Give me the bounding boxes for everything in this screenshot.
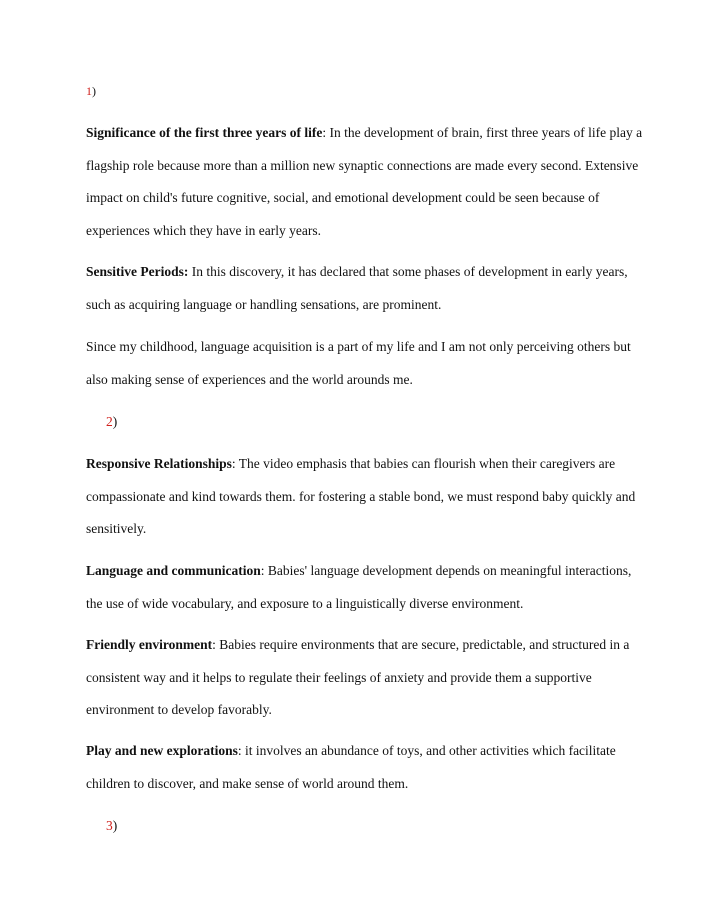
paragraph-text: In this discovery, it has declared that some phases of development in early years, such as acquiring language or handling sensations, are prominent. <box>86 264 628 312</box>
paragraph-heading: Language and communication <box>86 563 261 578</box>
paragraph-text: Babies require environments that are secure, predictable, and structured in a consistent way and it helps to regulate their feelings of anxiety and provide them a supportive environment to develop favorably. <box>86 637 630 718</box>
paragraph-sensitive-periods <box>86 256 646 321</box>
paragraph-text: The video emphasis that babies can flourish when their caregivers are compassionate and kind towards them. for fostering a stable bond, we must respond baby quickly and sensitively. <box>86 456 636 537</box>
paragraph-heading: Play and new explorations <box>86 743 238 758</box>
paragraph-text: In the development of brain, first three years of life play a flagship role because more than a million new synaptic connections are made every second. Extensive impact on child's future cognitive, social, and emotional development could be seen because of experiences which they have in early years. <box>86 125 643 238</box>
paragraph-text: Babies' language development depends on meaningful interactions, the use of wide vocabulary, and exposure to a linguistically diverse environment. <box>86 563 632 611</box>
paragraph-heading: Sensitive Periods: <box>86 264 189 279</box>
paragraph-significance: Significance of the first three years of life: In the development of brain, first three years of life play a flagship role because more than a million new synaptic connections are made every second. Extensive impact on child's future cognitive, social, and emotional development could be seen because of experiences which they have in early years. <box>86 125 643 238</box>
section-marker-2 <box>106 414 117 430</box>
paragraph-play-explorations: Play and new explorations: it involves an abundance of toys, and other activities which facilitate children to discover, and make sense of world around them. <box>86 743 616 791</box>
section-number: 1 <box>86 84 92 98</box>
paragraph-text: Since my childhood, language acquisition is a part of my life and I am not only perceiving others but also making sense of experiences and the world arounds me. <box>86 339 631 387</box>
paragraph-heading: Responsive Relationships <box>86 456 232 471</box>
paragraph-text: it involves an abundance of toys, and other activities which facilitate children to discover, and make sense of world around them. <box>86 743 616 791</box>
paragraph-childhood <box>86 331 646 396</box>
paragraph-heading: Significance of the first three years of life <box>86 125 323 140</box>
section-marker-1 <box>86 83 96 99</box>
section-paren: ) <box>112 818 118 833</box>
paragraph-heading: Friendly environment <box>86 637 213 652</box>
section-number: 3 <box>106 818 113 833</box>
section-marker-3 <box>106 818 117 834</box>
section-paren: ) <box>92 84 96 98</box>
paragraph-friendly-environment: Friendly environment: Babies require environments that are secure, predictable, and structured in a consistent way and it helps to regulate their feelings of anxiety and provide them a supportive environment to develop favorably. <box>86 637 630 718</box>
paragraph-responsive-relationships: Responsive Relationships: The video emphasis that babies can flourish when their caregivers are compassionate and kind towards them. for fostering a stable bond, we must respond baby quickly and sensitively. <box>86 456 636 537</box>
section-number: 2 <box>106 414 113 429</box>
section-paren: ) <box>112 414 118 429</box>
paragraph-language-communication: Language and communication: Babies' language development depends on meaningful interactions, the use of wide vocabulary, and exposure to a linguistically diverse environment. <box>86 563 632 611</box>
